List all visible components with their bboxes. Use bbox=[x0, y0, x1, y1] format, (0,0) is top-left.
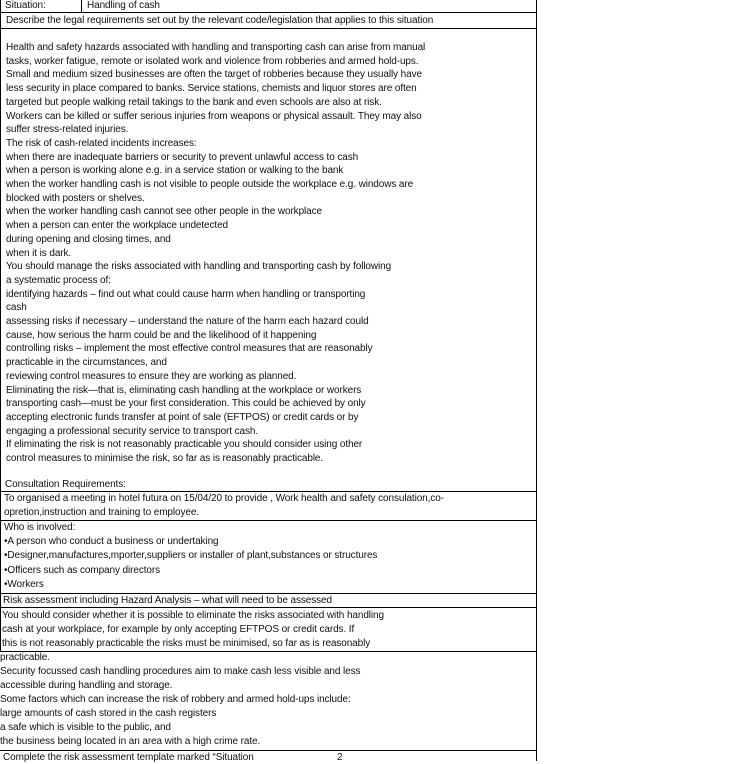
risk-line: You should consider whether it is possible to eliminate the risks associated with handling bbox=[2, 610, 384, 621]
risk-line: accessible during handling and storage. bbox=[0, 680, 173, 691]
legal-line: assessing risks if necessary – understand the nature of the harm each hazard could bbox=[6, 316, 369, 327]
footer-text: Complete the risk assessment template marked “Situation bbox=[3, 752, 254, 763]
consultation-line: To organised a meeting in hotel futura on 15/04/20 to provide , Work health and safety consulation,co- bbox=[4, 493, 444, 504]
legal-line: less security in place compared to banks. Service stations, chemists and liquor stores are often bbox=[6, 83, 417, 95]
risk-line: Security focussed cash handling procedures aim to make cash less visible and less bbox=[0, 666, 361, 677]
risk-line: practicable. bbox=[0, 652, 50, 663]
rule-left-upper bbox=[0, 0, 1, 651]
legal-heading: Describe the legal requirements set out by the relevant code/legislation that applies to this situation bbox=[6, 15, 434, 26]
legal-line: The risk of cash-related incidents increases: bbox=[6, 137, 197, 149]
legal-line: Workers can be killed or suffer serious injuries from weapons or physical assault. They may also bbox=[6, 110, 422, 122]
involved-item: •A person who conduct a business or undertaking bbox=[4, 536, 219, 547]
involved-item: •Designer,manufactures,mporter,suppliers or installer of plant,substances or structures bbox=[4, 550, 378, 562]
legal-line: when the worker handling cash is not visible to people outside the workplace e.g. windows are bbox=[6, 179, 414, 190]
legal-line: when the worker handling cash cannot see other people in the workplace bbox=[6, 206, 322, 218]
risk-line: large amounts of cash stored in the cash registers bbox=[0, 708, 217, 719]
legal-line: engaging a professional security service to transport cash. bbox=[6, 425, 259, 437]
legal-line: Eliminating the risk—that is, eliminating cash handling at the workplace or workers bbox=[6, 384, 362, 396]
rule-legal-heading bbox=[0, 28, 537, 29]
rule-consultation-bottom bbox=[0, 520, 537, 521]
involved-item: •Officers such as company directors bbox=[4, 564, 160, 576]
legal-line: identifying hazards – find out what could cause harm when handling or transporting bbox=[6, 288, 366, 300]
legal-line: accepting electronic funds transfer at point of sale (EFTPOS) or credit cards or by bbox=[6, 411, 359, 423]
legal-line: when a person is working alone e.g. in a service station or walking to the bank bbox=[6, 165, 344, 177]
legal-line: Health and safety hazards associated with handling and transporting cash can arise from manual bbox=[6, 42, 426, 53]
legal-line: tasks, worker fatigue, remote or isolated work and violence from robberies and armed hold-ups. bbox=[6, 55, 419, 67]
legal-line: targeted but people walking retail takings to the bank and even schools are also at risk. bbox=[6, 96, 382, 108]
legal-line: cause, how serious the harm could be and the likelihood of it happening bbox=[6, 329, 317, 341]
legal-line: blocked with posters or shelves. bbox=[6, 192, 145, 204]
risk-heading: Risk assessment including Hazard Analysis – what will need to be assessed bbox=[3, 595, 332, 606]
legal-line: suffer stress-related injuries. bbox=[6, 124, 129, 136]
risk-line: Some factors which can increase the risk of robbery and armed hold-ups include: bbox=[0, 694, 351, 705]
consultation-line: opretion,instruction and training to employee. bbox=[4, 507, 199, 518]
legal-line: controlling risks – implement the most effective control measures that are reasonably bbox=[6, 343, 373, 355]
legal-line: practicable in the circumstances, and bbox=[6, 357, 167, 369]
legal-line: If eliminating the risk is not reasonably practicable you should consider using other bbox=[6, 439, 363, 451]
legal-line: cash bbox=[6, 302, 27, 314]
legal-line: a systematic process of: bbox=[6, 274, 111, 286]
legal-line: control measures to minimise the risk, so far as is reasonably practicable. bbox=[6, 453, 324, 464]
consultation-heading: Consultation Requirements: bbox=[5, 479, 126, 490]
rule-right bbox=[536, 0, 537, 761]
situation-label: Situation: bbox=[5, 0, 46, 11]
legal-line: when a person can enter the workplace undetected bbox=[6, 220, 229, 232]
situation-value: Handling of cash bbox=[87, 0, 160, 11]
legal-line: when there are inadequate barriers or security to prevent unlawful access to cash bbox=[6, 151, 359, 163]
legal-line: Small and medium sized businesses are often the target of robberies because they usually have bbox=[6, 69, 422, 81]
legal-line: during opening and closing times, and bbox=[6, 233, 171, 245]
legal-line: transporting cash—must be your first consideration. This could be achieved by only bbox=[6, 398, 366, 410]
risk-line: the business being located in an area with a high crime rate. bbox=[0, 736, 261, 747]
rule-risk-heading bbox=[0, 607, 537, 608]
legal-line: reviewing control measures to ensure they are working as planned. bbox=[6, 370, 297, 382]
footer-number: 2 bbox=[337, 752, 343, 763]
involved-item: •Workers bbox=[4, 579, 44, 591]
rule-header-divider bbox=[81, 0, 82, 12]
legal-line: when it is dark. bbox=[6, 247, 72, 259]
risk-line: this is not reasonably practicable the risks must be minimised, so far as is reasonably bbox=[2, 638, 371, 649]
rule-top-header bbox=[0, 12, 537, 13]
legal-line: You should manage the risks associated with handling and transporting cash by following bbox=[6, 261, 392, 273]
risk-line: a safe which is visible to the public, and bbox=[0, 722, 171, 733]
involved-heading: Who is involved: bbox=[4, 522, 76, 533]
rule-risk-mid bbox=[0, 651, 537, 652]
risk-line: cash at your workplace, for example by only accepting EFTPOS or credit cards. If bbox=[2, 624, 355, 635]
